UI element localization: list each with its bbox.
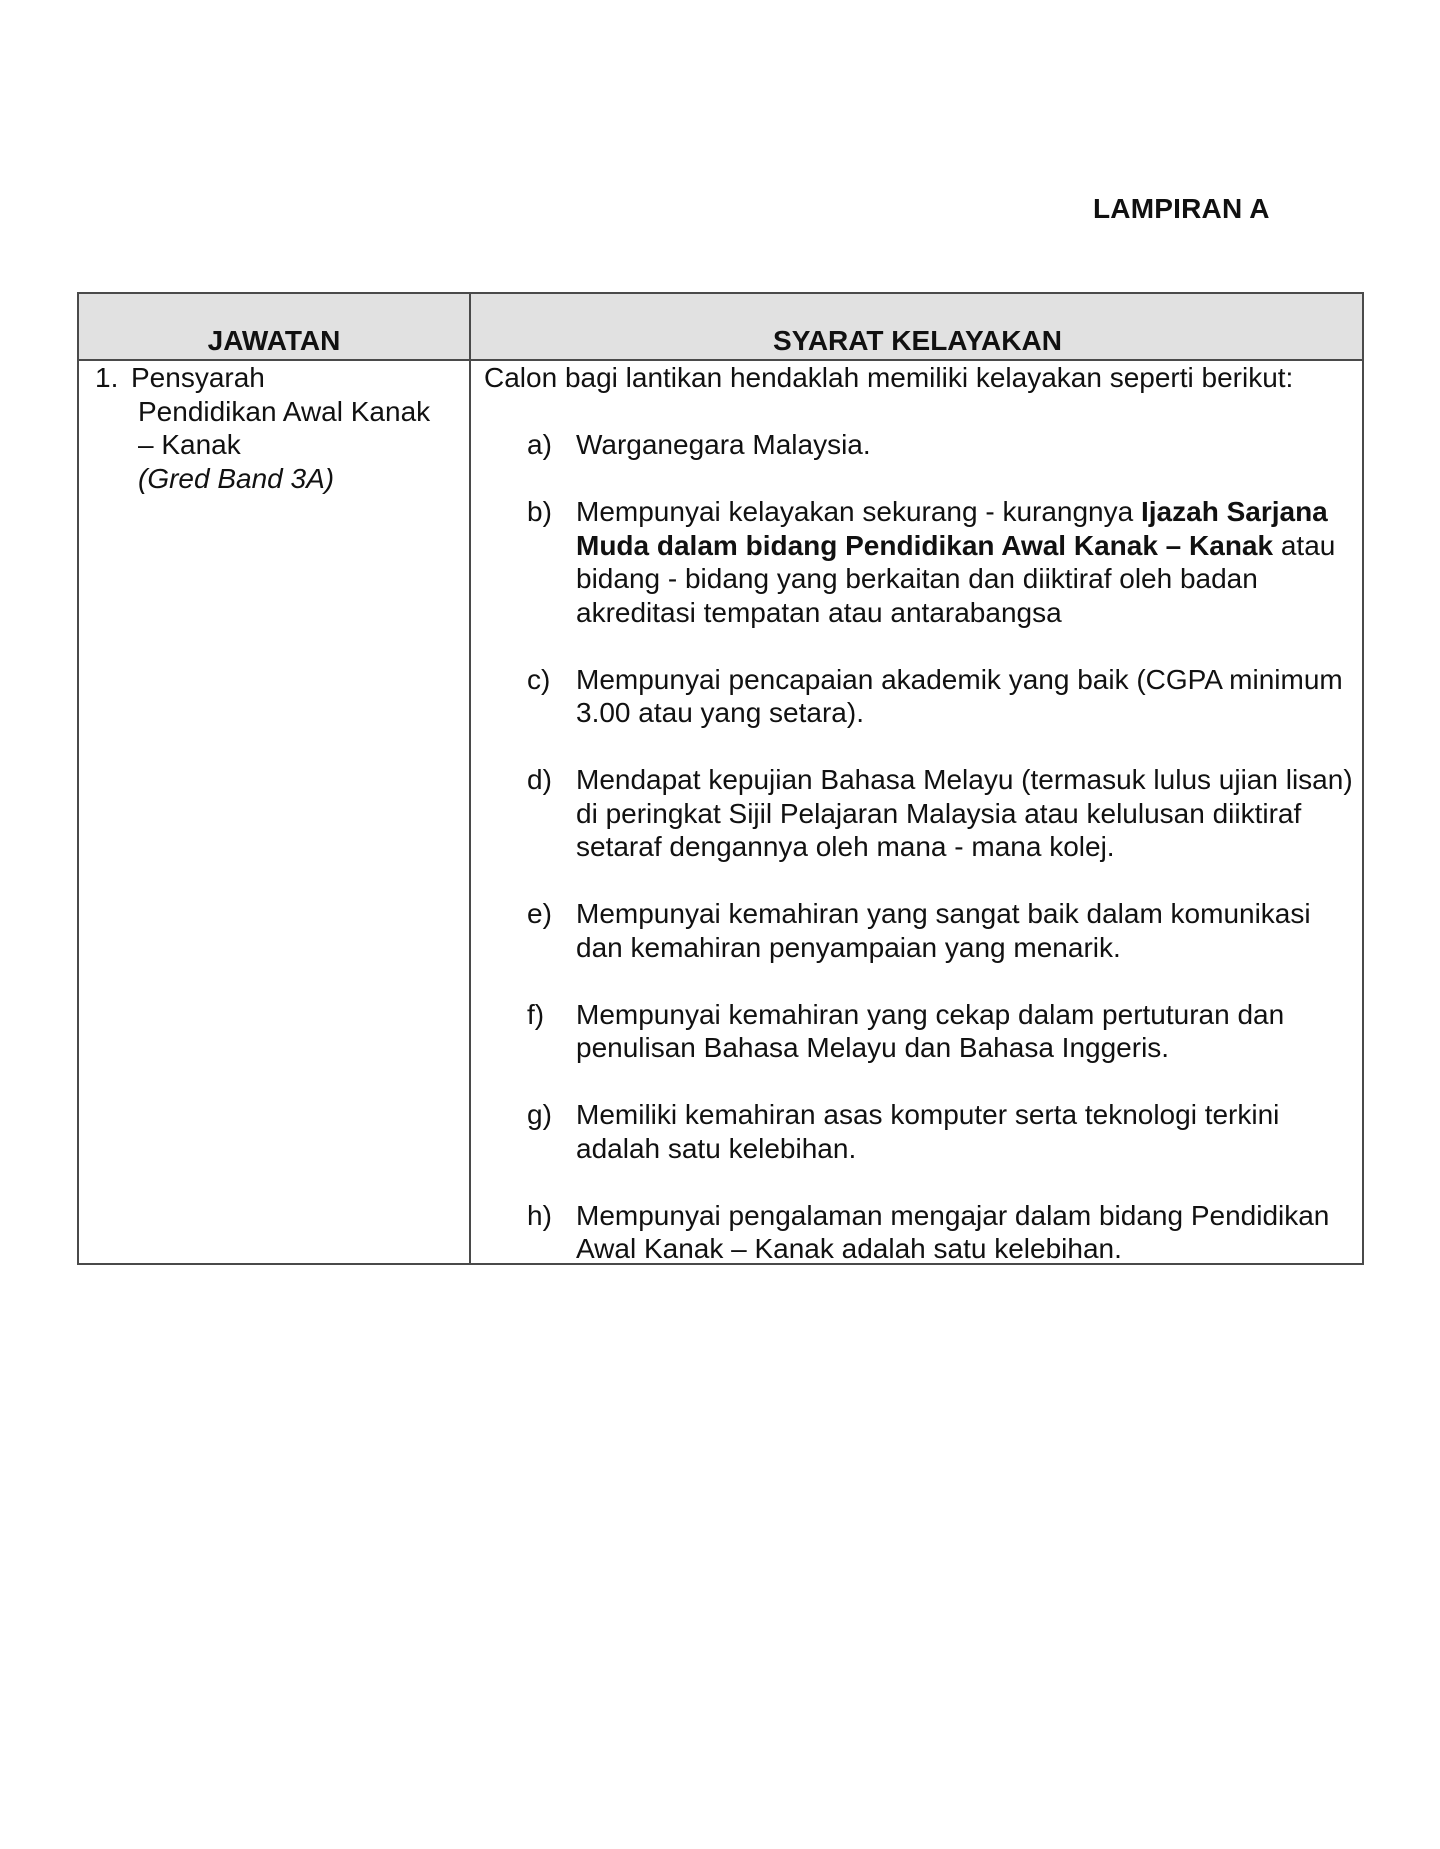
item-text: Mempunyai pencapaian akademik yang baik (CGPA minimum 3.00 atau yang setara). bbox=[576, 663, 1343, 728]
item-text: Mempunyai kemahiran yang cekap dalam pertuturan dan penulisan Bahasa Melayu dan Bahasa Inggeris. bbox=[576, 998, 1285, 1063]
item-marker: b) bbox=[527, 496, 552, 527]
item-text-rest: atau bidang - bidang yang berkaitan dan diiktiraf oleh badan akreditasi tempatan atau antarabangsa bbox=[576, 529, 1336, 628]
requirements-list bbox=[484, 428, 1354, 1266]
requirements-cell bbox=[484, 361, 1354, 1299]
requirement-item bbox=[484, 897, 1354, 964]
requirement-item bbox=[484, 428, 1354, 462]
item-marker: g) bbox=[527, 1099, 552, 1130]
item-marker: a) bbox=[527, 429, 552, 460]
item-text: Mempunyai kemahiran yang sangat baik dalam komunikasi dan kemahiran penyampaian yang menarik. bbox=[576, 898, 1311, 963]
item-text: Mempunyai kelayakan sekurang - kurangnya bbox=[576, 496, 1141, 527]
header-position: JAWATAN bbox=[207, 325, 341, 356]
qualification-table bbox=[77, 292, 1364, 1265]
item-text-bold: Ijazah Sarjana Muda dalam bidang Pendidikan Awal Kanak – Kanak bbox=[576, 496, 1328, 561]
position-title bbox=[131, 361, 431, 495]
requirement-item bbox=[484, 1098, 1354, 1165]
item-marker: d) bbox=[527, 764, 552, 795]
item-text: Memiliki kemahiran asas komputer serta teknologi terkini adalah satu kelebihan. bbox=[576, 1099, 1280, 1164]
item-marker: c) bbox=[527, 663, 551, 695]
table-header bbox=[79, 294, 1362, 361]
requirements-intro: Calon bagi lantikan hendaklah memiliki kelayakan seperti berikut: bbox=[484, 362, 1294, 393]
requirement-item bbox=[484, 495, 1354, 629]
item-text: Warganegara Malaysia. bbox=[576, 429, 871, 460]
item-text: Mendapat kepujian Bahasa Melayu (termasuk lulus ujian lisan) di peringkat Sijil Pelajaran Malaysia atau kelulusan diiktiraf setaraf dengannya oleh mana - mana kolej. bbox=[576, 764, 1353, 862]
requirement-item bbox=[484, 1199, 1354, 1266]
annex-label: LAMPIRAN A bbox=[1093, 193, 1270, 224]
position-line: – Kanak bbox=[138, 429, 241, 460]
position-line: Pendidikan Awal Kanak bbox=[138, 395, 431, 427]
requirement-item bbox=[484, 998, 1354, 1065]
item-text: Mempunyai pengalaman mengajar dalam bidang Pendidikan Awal Kanak – Kanak adalah satu kelebihan. bbox=[576, 1199, 1330, 1264]
item-marker: f) bbox=[527, 998, 545, 1030]
position-line: Pensyarah bbox=[131, 362, 265, 393]
header-requirements: SYARAT KELAYAKAN bbox=[773, 325, 1062, 356]
requirement-item bbox=[484, 763, 1354, 864]
row-number: 1. bbox=[95, 362, 119, 393]
item-marker: h) bbox=[527, 1199, 552, 1231]
item-marker: e) bbox=[527, 898, 552, 929]
requirement-item bbox=[484, 663, 1354, 730]
column-divider bbox=[469, 294, 471, 1263]
position-grade: (Gred Band 3A) bbox=[138, 462, 335, 494]
